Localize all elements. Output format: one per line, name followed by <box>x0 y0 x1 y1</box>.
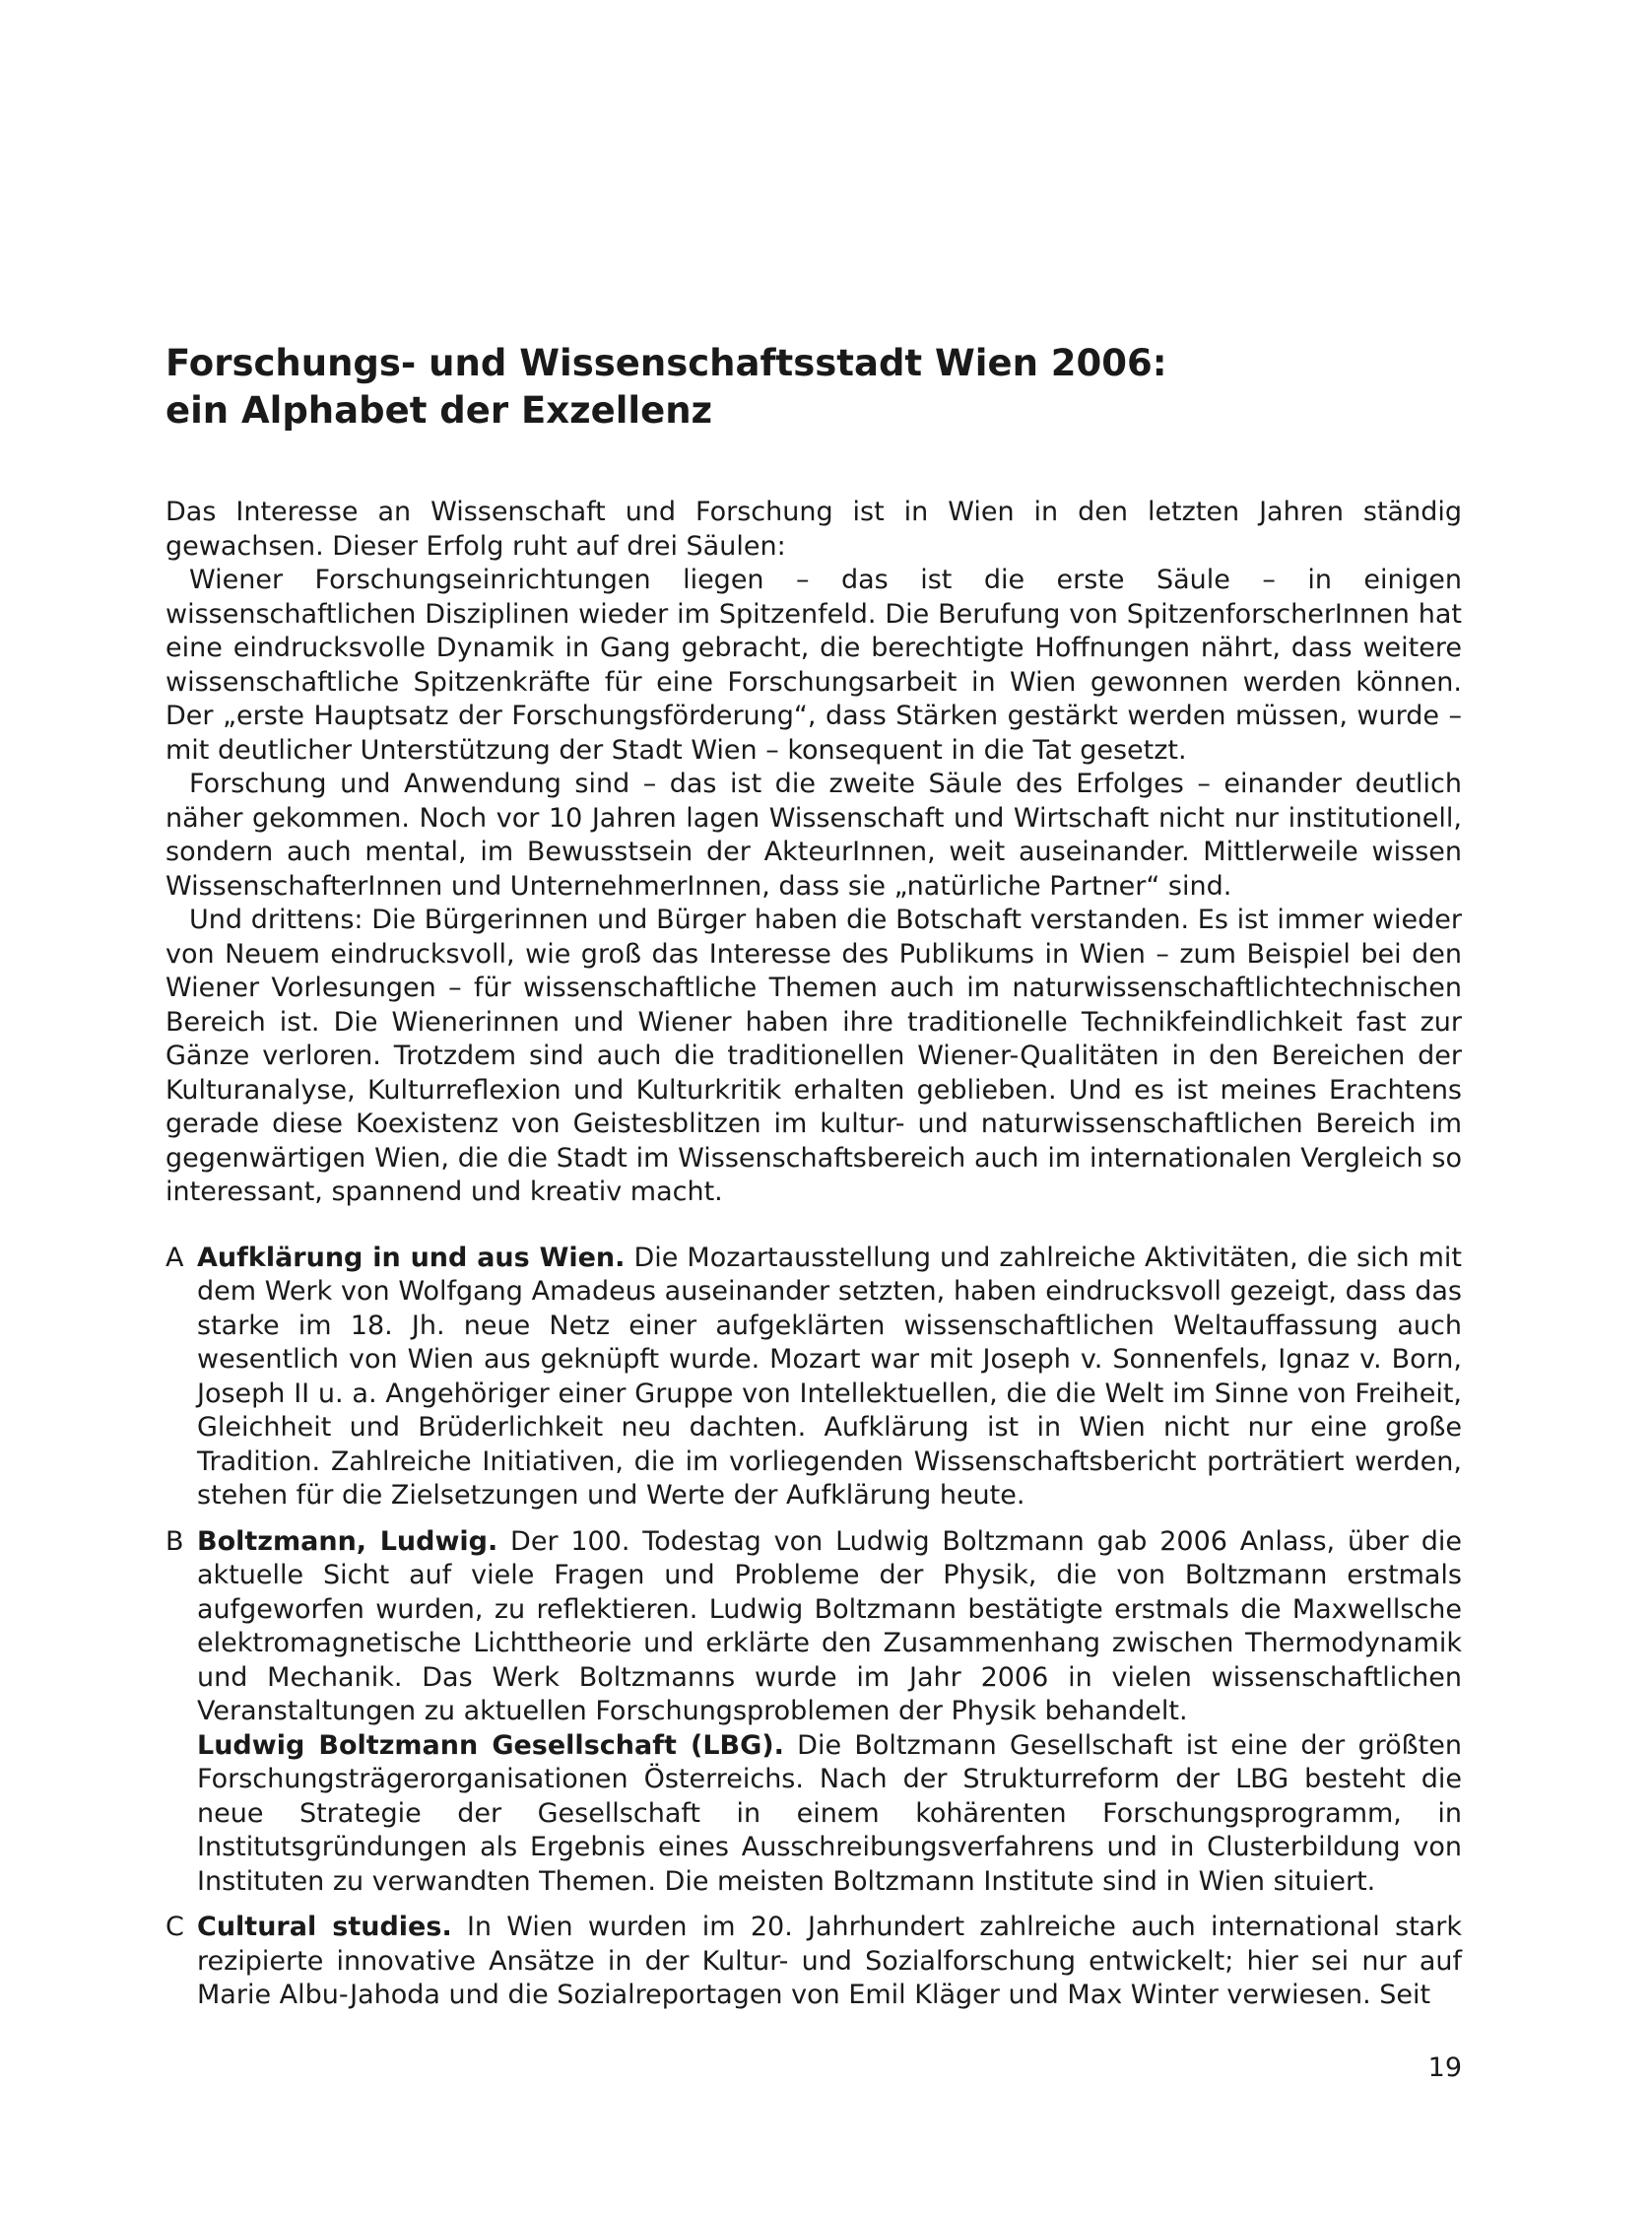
alphabet-entries <box>165 1242 1462 2013</box>
page-title <box>165 340 1462 435</box>
intro-section <box>165 496 1462 1210</box>
entry-text: Die Boltzmann Gesellschaft ist eine der größten Forschungsträgerorganisationen Österreichs. Nach der Strukturreform der LBG besteht die neue Strategie der Gesellschaft in einem kohärenten Forschungsprogramm, in Institutsgründungen als Ergebnis eines Ausschreibungsverfahrens und in Clusterbildung von Instituten zu verwandten Themen. Die meisten Boltzmann Institute sind in Wien situiert. <box>197 1729 1462 1897</box>
entry-text: In Wien wurden im 20. Jahrhundert zahlreiche auch international stark rezipierte innovative Ansätze in der Kultur- und Sozialforschung entwickelt; hier sei nur auf Marie Albu-Jahoda und die Sozialreportagen von Emil Kläger und Max Winter verwiesen. Seit <box>197 1912 1462 2010</box>
entry-term: Boltzmann, Ludwig. <box>197 1525 498 1557</box>
entry-letter: C <box>165 1912 184 1942</box>
page-number: 19 <box>1427 2052 1462 2083</box>
entry-letter: A <box>165 1242 184 1273</box>
entry-paragraph <box>197 1242 1462 1513</box>
page-content <box>165 340 1462 2025</box>
entry-term: Ludwig Boltzmann Gesellschaft (LBG). <box>197 1729 784 1761</box>
intro-paragraph-1: Das Interesse an Wissenschaft und Forschung ist in Wien in den letzten Jahren ständig gewachsen. Dieser Erfolg ruht auf drei Säulen: <box>165 497 1462 562</box>
intro-paragraph-3: Forschung und Anwendung sind – das ist die zweite Säule des Erfolges – einander deutlich näher gekommen. Noch vor 10 Jahren lagen Wissenschaft und Wirtschaft nicht nur institutionell, sondern auch mental, im Bewusstsein der AkteurInnen, weit auseinander. Mittlerweile wissen WissenschafterInnen und UnternehmerInnen, dass sie „natürliche Partner“ sind. <box>165 769 1462 902</box>
intro-paragraph-4: Und drittens: Die Bürgerinnen und Bürger haben die Botschaft verstanden. Es ist immer wieder von Neuem eindrucksvoll, wie groß das Interesse des Publikums in Wien – zum Beispiel bei den Wiener Vorlesungen – für wissenschaftliche Themen auch im naturwissenschaftlichtechnischen Bereich ist. Die Wienerinnen und Wiener haben ihre traditionelle Technikfeindlichkeit fast zur Gänze verloren. Trotzdem sind auch die traditionellen Wiener-Qualitäten in den Bereichen der Kulturanalyse, Kulturreflexion und Kulturkritik erhalten geblieben. Und es ist meines Erachtens gerade diese Koexistenz von Geistesblitzen im kultur- und naturwissenschaftlichen Bereich im gegenwärtigen Wien, die die Stadt im Wissenschaftsbereich auch im internationalen Vergleich so interessant, spannend und kreativ macht. <box>165 905 1462 1207</box>
page-title-line-1: Forschungs- und Wissenschaftsstadt Wien 2006: <box>165 342 1167 384</box>
entry-text: Der 100. Todestag von Ludwig Boltzmann gab 2006 Anlass, über die aktuelle Sicht auf viele Fragen und Probleme der Physik, die von Boltzmann erstmals aufgeworfen wurden, zu reflektieren. Ludwig Boltzmann bestätigte erstmals die Maxwellsche elektromagnetische Lichttheorie und erklärte den Zusammenhang zwischen Thermodynamik und Mechanik. Das Werk Boltzmanns wurde im Jahr 2006 in vielen wissenschaftlichen Veranstaltungen zu aktuellen Forschungsproblemen der Physik behandelt. <box>197 1525 1462 1726</box>
entry-paragraph <box>197 1911 1462 2013</box>
page-title-line-2: ein Alphabet der Exzellenz <box>165 389 713 432</box>
entry-c <box>165 1911 1462 2013</box>
entry-letter: B <box>165 1525 184 1557</box>
entry-paragraph <box>197 1729 1462 1900</box>
entry-term: Cultural studies. <box>197 1912 452 1942</box>
intro-paragraph-2: Wiener Forschungseinrichtungen liegen – das ist die erste Säule – in einigen wissenschaftlichen Disziplinen wieder im Spitzenfeld. Die Berufung von SpitzenforscherInnen hat eine eindrucksvolle Dynamik in Gang gebracht, die berechtigte Hoffnungen nährt, dass weitere wissenschaftliche Spitzenkräfte für eine Forschungsarbeit in Wien gewonnen werden können. Der „erste Hauptsatz der Forschungsförderung“, dass Stärken gestärkt werden müssen, wurde – mit deutlicher Unterstützung der Stadt Wien – konsequent in die Tat gesetzt. <box>165 565 1462 766</box>
entry-a <box>165 1242 1462 1513</box>
entry-text: Die Mozartausstellung und zahlreiche Aktivitäten, die sich mit dem Werk von Wolfgang Amadeus auseinander setzten, haben eindrucksvoll gezeigt, dass das starke im 18. Jh. neue Netz einer aufgeklärten wissenschaftlichen Weltauffassung auch wesentlich von Wien aus geknüpft wurde. Mozart war mit Joseph v. Sonnenfels, Ignaz v. Born, Joseph II u. a. Angehöriger einer Gruppe von Intellektuellen, die die Welt im Sinne von Freiheit, Gleichheit und Brüderlichkeit neu dachten. Aufklärung ist in Wien nicht nur eine große Tradition. Zahlreiche Initiativen, die im vorliegenden Wissenschaftsbericht porträtiert werden, stehen für die Zielsetzungen und Werte der Aufklärung heute. <box>197 1242 1462 1511</box>
entry-term: Aufklärung in und aus Wien. <box>197 1242 626 1273</box>
entry-b <box>165 1525 1462 1900</box>
entry-paragraph <box>197 1525 1462 1729</box>
